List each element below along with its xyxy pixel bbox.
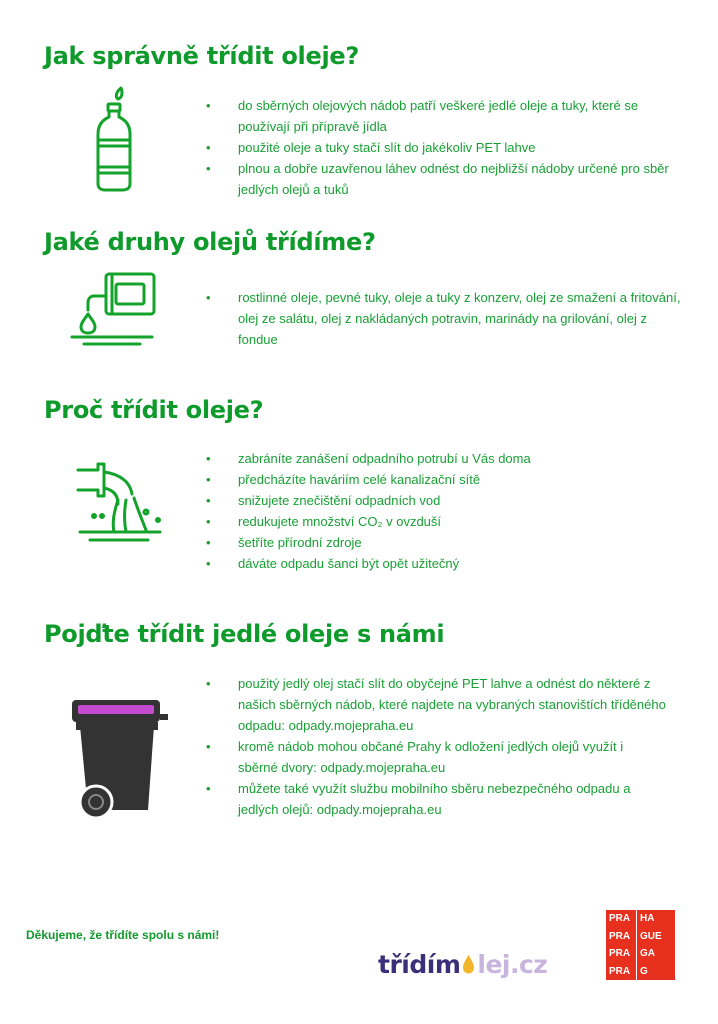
praha-logo-cell: PRA	[606, 963, 637, 981]
thank-you-text: Děkujeme, že třídíte spolu s námi!	[26, 928, 220, 942]
list-item: • kromě nádob mohou občané Prahy k odložení jedlých olejů využít i sběrné dvory: odpady.mojepraha.eu	[206, 736, 666, 778]
section-1-list	[206, 95, 676, 200]
praha-logo-cell: G	[640, 965, 648, 977]
list-item: • do sběrných olejových nádob patří veškeré jedlé oleje a tuky, které se používají při přípravě jídla	[206, 95, 676, 137]
list-item: • rostlinné oleje, pevné tuky, oleje a tuky z konzerv, olej ze smažení a fritování, olej ze salátu, olej z nakládaných potravin, marinády na grilování, olej z fondue	[206, 287, 686, 350]
waste-bin-icon	[62, 696, 172, 822]
list-item: • snižujete znečištění odpadních vod	[206, 490, 666, 511]
section-2-list	[206, 287, 686, 350]
tridimolej-logo	[378, 950, 547, 979]
praha-logo-cell: PRA	[606, 945, 637, 963]
praha-logo	[606, 910, 675, 980]
praha-logo-cell: HA	[640, 913, 655, 925]
list-item: • dáváte odpadu šanci být opět užitečný	[206, 553, 666, 574]
section-4-title: Pojďte třídit jedlé oleje s námi	[44, 620, 445, 648]
logo-part-2: lej.cz	[477, 950, 548, 979]
praha-logo-cell: GA	[640, 948, 655, 960]
list-item: • plnou a dobře uzavřenou láhev odnést do nejbližší nádoby určené pro sběr jedlých olejů a tuků	[206, 158, 676, 200]
logo-part-1: třídím	[378, 950, 461, 979]
list-item: • zabráníte zanášení odpadního potrubí u Vás doma	[206, 448, 666, 469]
list-item: • můžete také využít službu mobilního sběru nebezpečného odpadu a jedlých olejů: odpady.mojepraha.eu	[206, 778, 666, 820]
section-2-title: Jaké druhy olejů třídíme?	[44, 228, 376, 256]
praha-logo-cell: GUE	[640, 930, 662, 942]
praha-logo-cell: PRA	[606, 928, 637, 946]
sewer-pipe-icon	[74, 460, 166, 550]
list-item: • použité oleje a tuky stačí slít do jakékoliv PET lahve	[206, 137, 676, 158]
oil-can-icon	[70, 270, 162, 350]
section-1-title: Jak správně třídit oleje?	[44, 42, 359, 70]
list-item: • šetříte přírodní zdroje	[206, 532, 666, 553]
list-item: • redukujete množství CO₂ v ovzduší	[206, 511, 666, 532]
oil-drop-icon	[460, 953, 477, 975]
section-3-list	[206, 448, 666, 574]
section-4-list	[206, 673, 666, 820]
section-3-title: Proč třídit oleje?	[44, 396, 264, 424]
oil-bottle-icon	[92, 84, 138, 194]
praha-logo-cell: PRA	[606, 910, 637, 928]
list-item: • použitý jedlý olej stačí slít do obyčejné PET lahve a odnést do některé z našich sběrných nádob, které najdete na vybraných stanovištích tříděného odpadu: odpady.mojepraha.eu	[206, 673, 666, 736]
list-item: • předcházíte haváriím celé kanalizační sítě	[206, 469, 666, 490]
